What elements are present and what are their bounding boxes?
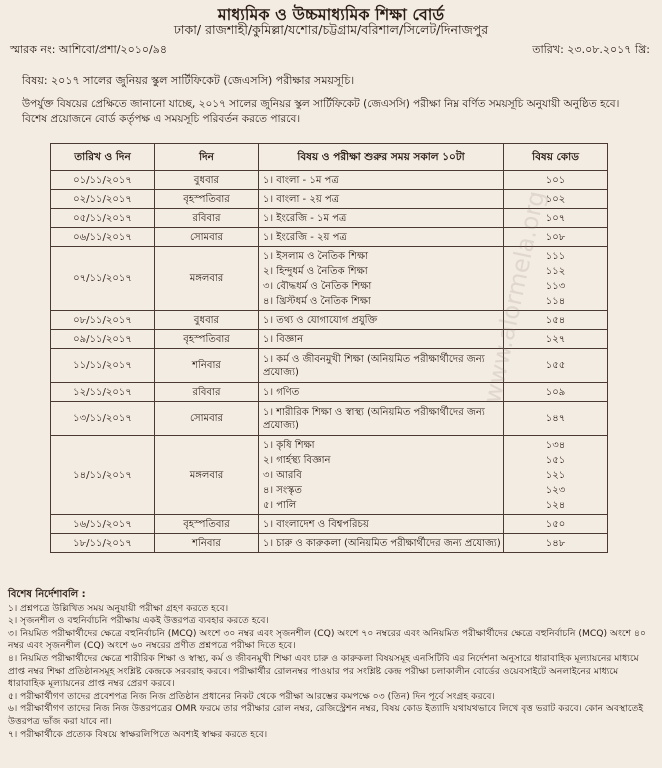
subject-cell [259,515,504,534]
subject-code: ১২৪ [545,499,566,511]
subject-code: ১১৩ [545,280,566,292]
day-cell: বৃহস্পতিবার [155,190,259,209]
subject-code: ১৫৫ [545,360,566,371]
header-date: তারিখ ও দিন [51,144,155,171]
subject-code: ১২১ [545,469,566,481]
board-title: মাধ্যমিক ও উচ্চমাধ্যমিক শিক্ষা বোর্ড [217,5,445,24]
subject-item: ১। ইংরেজি - ১ম পত্র [263,212,347,224]
day-cell: শনিবার [155,534,259,553]
subject-code-cell [504,311,608,330]
day-cell: বুধবার [155,171,259,190]
day-cell: মঙ্গলবার [155,247,259,311]
date-cell: ১৩/১১/২০১৭ [51,402,155,436]
subject-cell [259,171,504,190]
subject-item: ১। বাংলা - ১ম পত্র [263,174,339,186]
subject-item: ১। বাংলাদেশ ও বিশ্বপরিচয় [263,518,369,530]
table-row [51,228,608,247]
subject-code: ১৫০ [545,518,566,530]
table-row [51,209,608,228]
date-cell: ০৬/১১/২০১৭ [51,228,155,247]
subject-code-cell [504,436,608,515]
date-cell: ১২/১১/২০১৭ [51,383,155,402]
date-cell: ০৫/১১/২০১৭ [51,209,155,228]
subject-code: ১১১ [545,250,566,262]
subject-cell [259,247,504,311]
table-row [51,190,608,209]
instructions-list [8,603,648,742]
subject-item: ১। ইসলাম ও নৈতিক শিক্ষা [263,250,369,262]
subject-item: ১। ইংরেজি - ২য় পত্র [263,231,347,243]
intro-paragraph: উপর্যুক্ত বিষয়ের প্রেক্ষিতে জানানো যাচ্ছে, ২০১৭ সালের জুনিয়র স্কুল সার্টিফিকেট (জেএসসি) পরীক্ষা নিম্ন বর্ণিত সময়সূচি অনুযায়ী অনুষ্ঠিত হবে। বিশেষ প্রয়োজনে বোর্ড কর্তৃপক্ষ এ সময়সূচি পরিবর্তন করতে পারবে। [22,98,620,125]
subject-code: ১৩৪ [545,439,566,451]
board-list: ঢাকা/ রাজশাহী/কুমিল্লা/যশোর/চট্টগ্রাম/বরিশাল/সিলেট/দিনাজপুর [173,22,489,37]
subject-cell [259,402,504,436]
instruction-item: ৫। পরীক্ষার্থীগণ তাদের প্রবেশপত্র নিজ নিজ প্রতিষ্ঠান প্রধানের নিকট থেকে পরীক্ষা আরম্ভের কমপক্ষে ০৩ (তিন) দিন পূর্বে সংগ্রহ করবে। [8,690,495,702]
subject-item: ৩। আরবি [263,469,302,481]
subject-item: ১। বিজ্ঞান [263,333,304,345]
subject-code: ১১২ [545,265,566,277]
day-cell: রবিবার [155,383,259,402]
subject-code-cell [504,330,608,349]
subject-code-cell [504,209,608,228]
subject-item: ৪। সংস্কৃত [263,484,302,496]
day-cell: সোমবার [155,228,259,247]
date-cell: ১৬/১১/২০১৭ [51,515,155,534]
day-cell: বৃহস্পতিবার [155,330,259,349]
date-cell: ০২/১১/২০১৭ [51,190,155,209]
instruction-item: ১। প্রশ্নপত্রে উল্লিখিত সময় অনুযায়ী পরীক্ষা গ্রহণ করতে হবে। [8,602,229,614]
instruction-item: ৬। পরীক্ষার্থীগণ তাদের নিজ নিজ উত্তরপত্রের OMR ফরমে তার পরীক্ষার রোল নম্বর, রেজিস্ট্রেশন নম্বর, বিষয় কোড ইত্যাদি যথাযথভাবে লিখে বৃত্ত ভরাট করবে। কোন অবস্থাতেই উত্তরপত্র ভাঁজ করা যাবে না। [8,703,644,727]
subject-code: ১৫১ [545,454,566,466]
date-cell: ০৮/১১/২০১৭ [51,311,155,330]
subject-code-cell [504,349,608,383]
header-day: দিন [155,144,259,171]
subject-item: ১। গণিত [263,386,300,398]
subject-cell [259,228,504,247]
subject-code-cell [504,534,608,553]
day-cell: রবিবার [155,209,259,228]
header-subject: বিষয় ও পরীক্ষা শুরুর সময় সকাল ১০টা [259,144,504,171]
subject-item: ১। বাংলা - ২য় পত্র [263,193,340,205]
subject-code-cell [504,190,608,209]
instruction-item: ২। সৃজনশীল ও বহুনির্বাচনি পরীক্ষায় একই উত্তরপত্র ব্যবহার করতে হবে। [8,615,269,627]
subject-item: ৪। খ্রিস্টধর্ম ও নৈতিক শিক্ষা [263,295,371,307]
subject-code-cell [504,515,608,534]
subject-cell [259,349,504,383]
table-row [51,515,608,534]
special-instructions [8,589,648,741]
table-row [51,247,608,311]
subject-code-cell [504,383,608,402]
subject-code: ১৪৭ [545,413,566,424]
day-cell: মঙ্গলবার [155,436,259,515]
instruction-item: ৪। নিয়মিত পরীক্ষার্থীদের ক্ষেত্রে শারীরিক শিক্ষা ও স্বাস্থ্য, কর্ম ও জীবনমুখী শিক্ষা এবং চারু ও কারুকলা বিষয়সমূহ এনসিটিবি এর নির্দেশনা অনুসারে ধারাবাহিক মূল্যায়নের মাধ্যমে প্রাপ্ত নম্বর শিক্ষা প্রতিষ্ঠানসমূহ সংশ্লিষ্ট কেন্দ্রকে সরবরাহ করবে। পরীক্ষার্থীর রোলনম্বর পাওয়ার পর সংশ্লিষ্ট কেন্দ্র পরীক্ষা চলাকালীন বোর্ডের ওয়েবসাইটে অনলাইনের মাধ্যমে ধারাবাহিক মূল্যায়নের প্রাপ্ত নম্বর প্রেরণ করবে। [8,652,639,690]
issue-date: তারিখ: ২৩.০৮.২০১৭ খ্রি: [532,43,650,56]
subject-cell [259,311,504,330]
subject-line: বিষয়: ২০১৭ সালের জুনিয়র স্কুল সার্টিফিকেট (জেএসসি) পরীক্ষার সময়সূচি। [22,74,355,87]
subject-item: প্রযোজ্য) [263,419,299,431]
header-code: বিষয় কোড [504,144,608,171]
subject-code: ১১৪ [545,295,566,307]
subject-item: ১। শারীরিক শিক্ষা ও স্বাস্থ্য (অনিয়মিত পরীক্ষার্থীদের জন্য [263,406,485,418]
subject-item: ৩। বৌদ্ধধর্ম ও নৈতিক শিক্ষা [263,280,372,292]
table-row [51,534,608,553]
day-cell: শনিবার [155,349,259,383]
subject-code-cell [504,228,608,247]
subject-code: ১০১ [545,174,566,186]
subject-item: ১। তথ্য ও যোগাযোগ প্রযুক্তি [263,314,378,326]
subject-code: ১৪৮ [545,537,566,549]
day-cell: বুধবার [155,311,259,330]
subject-item: ৫। পালি [263,499,297,511]
instruction-item: ৩। নিয়মিত পরীক্ষার্থীদের ক্ষেত্রে বহুনির্বাচনি (MCQ) অংশে ৩০ নম্বর এবং সৃজনশীল (CQ) অংশে ৭০ নম্বরের এবং অনিয়মিত পরীক্ষার্থীদের ক্ষেত্রে বহুনির্বাচনি (MCQ) অংশে ৪০ নম্বর এবং সৃজনশীল (CQ) অংশে ৬০ নম্বরের প্রণীত প্রশ্নপত্রে পরীক্ষা দিতে হবে। [8,627,646,652]
subject-code-cell [504,247,608,311]
table-row [51,402,608,436]
subject-item: ২। হিন্দুধর্ম ও নৈতিক শিক্ষা [263,265,368,277]
subject-item: ১। কৃষি শিক্ষা [263,439,315,451]
table-row [51,171,608,190]
table-row [51,349,608,383]
date-cell: ১১/১১/২০১৭ [51,349,155,383]
table-header-row [51,144,608,171]
date-cell: ১৪/১১/২০১৭ [51,436,155,515]
subject-item: ১। কর্ম ও জীবনমুখী শিক্ষা (অনিয়মিত পরীক্ষার্থীদের জন্য [263,353,485,365]
subject-cell [259,190,504,209]
date-cell: ০৭/১১/২০১৭ [51,247,155,311]
subject-cell [259,534,504,553]
day-cell: সোমবার [155,402,259,436]
instructions-title: বিশেষ নির্দেশাবলি : [8,589,86,600]
instruction-item: ৭। পরীক্ষার্থীকে প্রত্যেক বিষয়ে স্বাক্ষরলিপিতে অবশ্যই স্বাক্ষর করতে হবে। [8,728,268,740]
subject-code: ১০৯ [545,386,566,398]
subject-code: ১০৮ [545,231,566,243]
subject-cell [259,330,504,349]
subject-item: প্রযোজ্য) [263,366,299,378]
subject-code: ১৫৪ [545,314,566,326]
table-row [51,330,608,349]
table-row [51,311,608,330]
exam-schedule-table [50,143,608,553]
subject-code: ১২৭ [545,333,566,345]
subject-item: ২। গার্হস্থ্য বিজ্ঞান [263,454,331,466]
subject-code: ১০২ [545,193,566,205]
subject-item: ১। চারু ও কারুকলা (অনিয়মিত পরীক্ষার্থীদের জন্য প্রযোজ্য) [263,537,501,549]
date-cell: ১৮/১১/২০১৭ [51,534,155,553]
date-cell: ০৯/১১/২০১৭ [51,330,155,349]
subject-cell [259,383,504,402]
watermark: www.alormela.org [478,188,551,406]
subject-cell [259,436,504,515]
subject-code-cell [504,171,608,190]
memo-number: স্মারক নং: আশিবো/প্রশা/২০১০/৯৪ [10,43,168,56]
subject-code-cell [504,402,608,436]
table-row [51,436,608,515]
table-row [51,383,608,402]
date-cell: ০১/১১/২০১৭ [51,171,155,190]
schedule-body [51,171,608,553]
subject-code: ১২৩ [545,484,566,496]
subject-cell [259,209,504,228]
subject-code: ১০৭ [545,212,566,224]
day-cell: বৃহস্পতিবার [155,515,259,534]
